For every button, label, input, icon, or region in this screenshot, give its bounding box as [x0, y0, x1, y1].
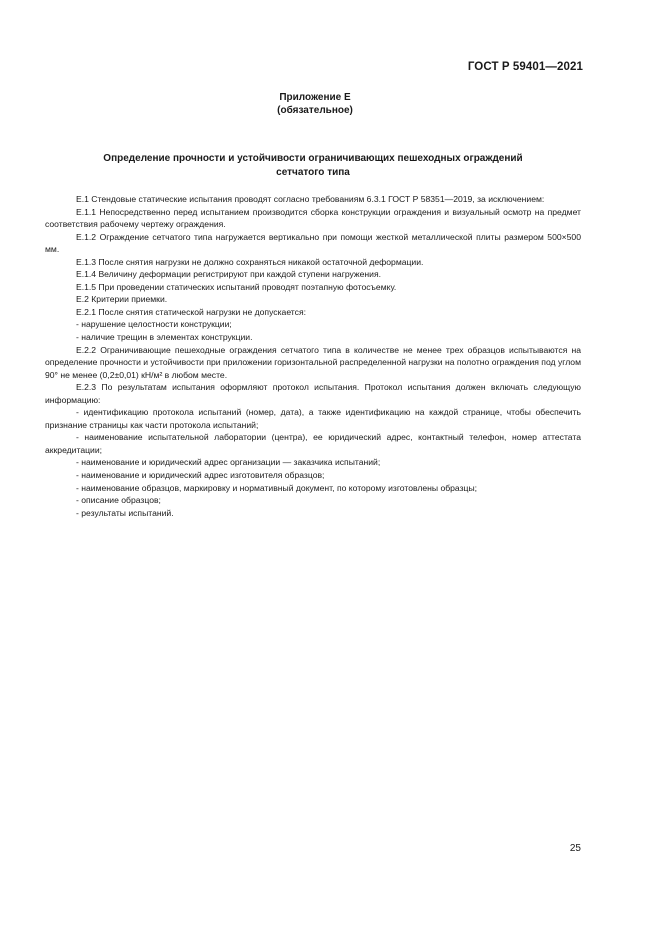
page-number: 25 — [569, 843, 581, 854]
paragraph-e2-1: Е.2.1 После снятия статической нагрузки не допускается: — [76, 306, 306, 317]
list-item: - описание образцов; — [76, 495, 161, 506]
section-heading-line-1: Определение прочности и устойчивости ограничивающих пешеходных ограждений — [103, 153, 523, 164]
section-heading — [78, 152, 548, 180]
paragraph-e1-3: Е.1.3 После снятия нагрузки не должно сохраняться никакой остаточной деформации. — [76, 256, 424, 267]
list-item: - идентификацию протокола испытаний (номер, дата), а также идентификацию на каждой странице, чтобы обеспечить признание страницы как части протокола испытаний; — [45, 407, 581, 430]
appendix-caption — [0, 91, 630, 117]
paragraph-e2: Е.2 Критерии приемки. — [76, 294, 168, 305]
section-heading-line-2: сетчатого типа — [276, 167, 350, 178]
paragraph-e2-3: Е.2.3 По результатам испытания оформляют протокол испытания. Протокол испытания должен включать следующую информацию: — [45, 382, 581, 405]
appendix-title: Приложение Е — [279, 92, 351, 103]
list-item: - наименование испытательной лаборатории (центра), ее юридический адрес, контактный телефон, номер аттестата аккредитации; — [45, 432, 581, 455]
paragraph-e1-4: Е.1.4 Величину деформации регистрируют при каждой ступени нагружения. — [76, 269, 382, 280]
paragraph-e1-1: Е.1.1 Непосредственно перед испытанием производится сборка конструкции ограждения и визуальный осмотр на предмет соответствия рабочему чертежу ограждения. — [45, 206, 581, 230]
list-item: - наименование и юридический адрес изготовителя образцов; — [76, 470, 325, 481]
list-item: - наименование образцов, маркировку и нормативный документ, по которому изготовлены образцы; — [76, 482, 478, 493]
document-code: ГОСТ Р 59401—2021 — [467, 61, 583, 73]
paragraph-e1-2: Е.1.2 Ограждение сетчатого типа нагружается вертикально при помощи жесткой металлической плиты размером 500×500 мм. — [45, 231, 581, 255]
list-item: - наличие трещин в элементах конструкции. — [76, 332, 253, 343]
list-item: - наименование и юридический адрес организации — заказчика испытаний; — [76, 457, 381, 468]
appendix-status: (обязательное) — [277, 105, 353, 116]
paragraph-e1: Е.1 Стендовые статические испытания проводят согласно требованиям 6.3.1 ГОСТ Р 58351—2019, за исключением: — [76, 194, 545, 204]
paragraph-e2-2: Е.2.2 Ограничивающие пешеходные ограждения сетчатого типа в количестве не менее трех образцов испытываются на определение прочности и устойчивости при приложении горизонтальной распределенной нагрузки на полотно ограждения под углом 90° не менее (0,2±0,01) кН/м² в любом месте. — [45, 344, 581, 380]
list-item: - нарушение целостности конструкции; — [76, 319, 232, 330]
list-item: - результаты испытаний. — [76, 507, 174, 518]
body-text — [45, 193, 581, 519]
paragraph-e1-5: Е.1.5 При проведении статических испытаний проводят поэтапную фотосъемку. — [76, 281, 397, 292]
